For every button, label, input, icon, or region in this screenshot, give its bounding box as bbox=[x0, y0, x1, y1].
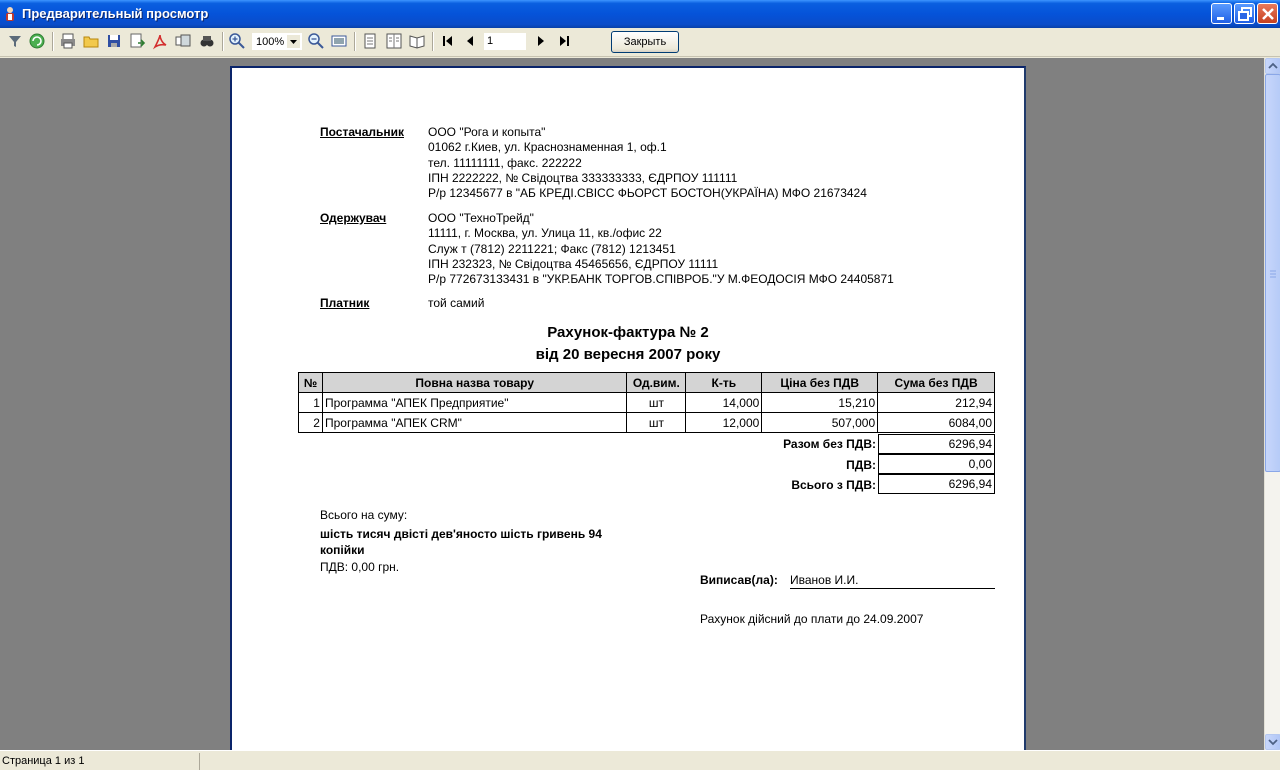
column-header: Ціна без ПДВ bbox=[762, 373, 878, 393]
sum-in-words-cont: копійки bbox=[320, 543, 365, 557]
toolbar-separator bbox=[354, 32, 356, 51]
column-header: Сума без ПДВ bbox=[878, 373, 995, 393]
table-header-row bbox=[299, 373, 995, 393]
multi-page-icon[interactable] bbox=[385, 32, 403, 50]
page-number-input[interactable]: 1 bbox=[484, 33, 526, 50]
cell-number: 1 bbox=[299, 393, 323, 413]
toolbar bbox=[0, 28, 1280, 57]
preview-area bbox=[0, 58, 1264, 750]
app-icon bbox=[3, 6, 17, 22]
scroll-up-button[interactable] bbox=[1265, 58, 1280, 74]
invoice-title: Рахунок-фактура № 2 bbox=[547, 324, 709, 341]
recipient-line: 11111, г. Москва, ул. Улица 11, кв./офис 22 bbox=[428, 226, 662, 241]
first-page-icon[interactable] bbox=[439, 32, 457, 50]
cell-unit: шт bbox=[627, 413, 686, 433]
close-window-button[interactable] bbox=[1257, 3, 1278, 24]
open-folder-icon[interactable] bbox=[82, 32, 100, 50]
save-icon[interactable] bbox=[105, 32, 123, 50]
cell-product: Программа "АПЕК Предприятие" bbox=[322, 393, 626, 413]
single-page-icon[interactable] bbox=[361, 32, 379, 50]
close-preview-button[interactable]: Закрыть bbox=[611, 31, 679, 53]
vat-label: ПДВ: bbox=[846, 458, 876, 472]
table-row bbox=[299, 393, 995, 413]
find-icon[interactable] bbox=[198, 32, 216, 50]
recipient-line: ІПН 232323, № Свідоцтва 45465656, ЄДРПОУ 11111 bbox=[428, 256, 719, 271]
zoom-select[interactable] bbox=[252, 33, 302, 50]
cell-number: 2 bbox=[299, 413, 323, 433]
column-header: Од.вим. bbox=[627, 373, 686, 393]
supplier-line: 01062 г.Киев, ул. Краснознаменная 1, оф.1 bbox=[428, 140, 667, 155]
cell-price: 507,000 bbox=[762, 413, 878, 433]
recipient-line: Служ т (7812) 2211221; Факс (7812) 1213451 bbox=[428, 241, 676, 256]
last-page-icon[interactable] bbox=[555, 32, 573, 50]
status-bar bbox=[0, 750, 1280, 770]
supplier-details bbox=[428, 125, 867, 201]
restore-button[interactable] bbox=[1234, 3, 1255, 24]
payer-value: той самий bbox=[428, 296, 485, 310]
toolbar-separator bbox=[432, 32, 434, 51]
sum-in-words: шість тисяч двісті дев'яносто шість гривень 94 bbox=[320, 527, 602, 541]
payer-label: Платник bbox=[320, 296, 370, 310]
cell-unit: шт bbox=[627, 393, 686, 413]
zoom-out-icon[interactable] bbox=[307, 32, 325, 50]
invoice-date: від 20 вересня 2007 року bbox=[535, 346, 721, 363]
supplier-line: ООО "Рога и копыта" bbox=[428, 125, 546, 139]
total-no-vat-value: 6296,94 bbox=[878, 434, 995, 454]
table-row bbox=[299, 413, 995, 433]
toolbar-separator bbox=[222, 32, 224, 51]
book-view-icon[interactable] bbox=[408, 32, 426, 50]
cell-sum: 212,94 bbox=[878, 393, 995, 413]
fit-page-icon[interactable] bbox=[330, 32, 348, 50]
recipient-label: Одержувач bbox=[320, 211, 387, 225]
total-with-vat-value: 6296,94 bbox=[878, 474, 995, 494]
total-with-vat-label: Всього з ПДВ: bbox=[791, 478, 876, 492]
previous-page-icon[interactable] bbox=[461, 32, 479, 50]
vat-line: ПДВ: 0,00 грн. bbox=[320, 560, 400, 574]
export-icon[interactable] bbox=[128, 32, 146, 50]
cell-product: Программа "АПЕК CRM" bbox=[322, 413, 626, 433]
next-page-icon[interactable] bbox=[532, 32, 550, 50]
print-icon[interactable] bbox=[59, 32, 77, 50]
window-title: Предварительный просмотр bbox=[22, 6, 209, 21]
scroll-down-button[interactable] bbox=[1265, 734, 1280, 750]
toolbar-separator bbox=[52, 32, 54, 51]
sum-caption: Всього на суму: bbox=[320, 508, 408, 522]
title-bar bbox=[0, 0, 1280, 28]
cell-price: 15,210 bbox=[762, 393, 878, 413]
refresh-icon[interactable] bbox=[28, 32, 46, 50]
send-mail-icon[interactable] bbox=[174, 32, 192, 50]
recipient-details bbox=[428, 211, 894, 287]
pdf-icon[interactable] bbox=[151, 32, 169, 50]
filter-icon[interactable] bbox=[6, 32, 24, 50]
column-header: К-ть bbox=[686, 373, 762, 393]
document-page bbox=[230, 66, 1026, 750]
supplier-label: Постачальник bbox=[320, 125, 404, 139]
recipient-line: ООО "ТехноТрейд" bbox=[428, 211, 534, 225]
cell-qty: 14,000 bbox=[686, 393, 762, 413]
items-table bbox=[298, 372, 995, 433]
supplier-line: Р/р 12345677 в "АБ КРЕДІ.СВІСС ФЬОРСТ БОСТОН(УКРАЇНА) МФО 21673424 bbox=[428, 186, 867, 201]
zoom-in-icon[interactable] bbox=[228, 32, 246, 50]
supplier-line: тел. 11111111, факс. 222222 bbox=[428, 155, 582, 170]
vertical-scrollbar[interactable] bbox=[1264, 58, 1280, 750]
scroll-thumb[interactable] bbox=[1265, 74, 1280, 472]
total-no-vat-label: Разом без ПДВ: bbox=[783, 437, 876, 451]
vat-value: 0,00 bbox=[878, 454, 995, 474]
column-header: Повна назва товару bbox=[322, 373, 626, 393]
chevron-down-icon[interactable] bbox=[287, 35, 300, 48]
issued-by-label: Виписав(ла): bbox=[700, 573, 778, 587]
cell-qty: 12,000 bbox=[686, 413, 762, 433]
valid-until: Рахунок дійсний до плати до 24.09.2007 bbox=[700, 612, 924, 626]
invoice-document bbox=[232, 68, 1024, 750]
zoom-value: 100% bbox=[256, 36, 285, 48]
recipient-line: Р/р 772673133431 в "УКР.БАНК ТОРГОВ.СПІВРОБ."У М.ФЕОДОСІЯ МФО 24405871 bbox=[428, 272, 894, 287]
issued-by-value: Иванов И.И. bbox=[790, 573, 995, 589]
page-status: Страница 1 из 1 bbox=[0, 753, 200, 770]
cell-sum: 6084,00 bbox=[878, 413, 995, 433]
minimize-button[interactable] bbox=[1211, 3, 1232, 24]
supplier-line: ІПН 2222222, № Свідоцтва 333333333, ЄДРПОУ 111111 bbox=[428, 170, 738, 185]
column-header: № bbox=[299, 373, 323, 393]
